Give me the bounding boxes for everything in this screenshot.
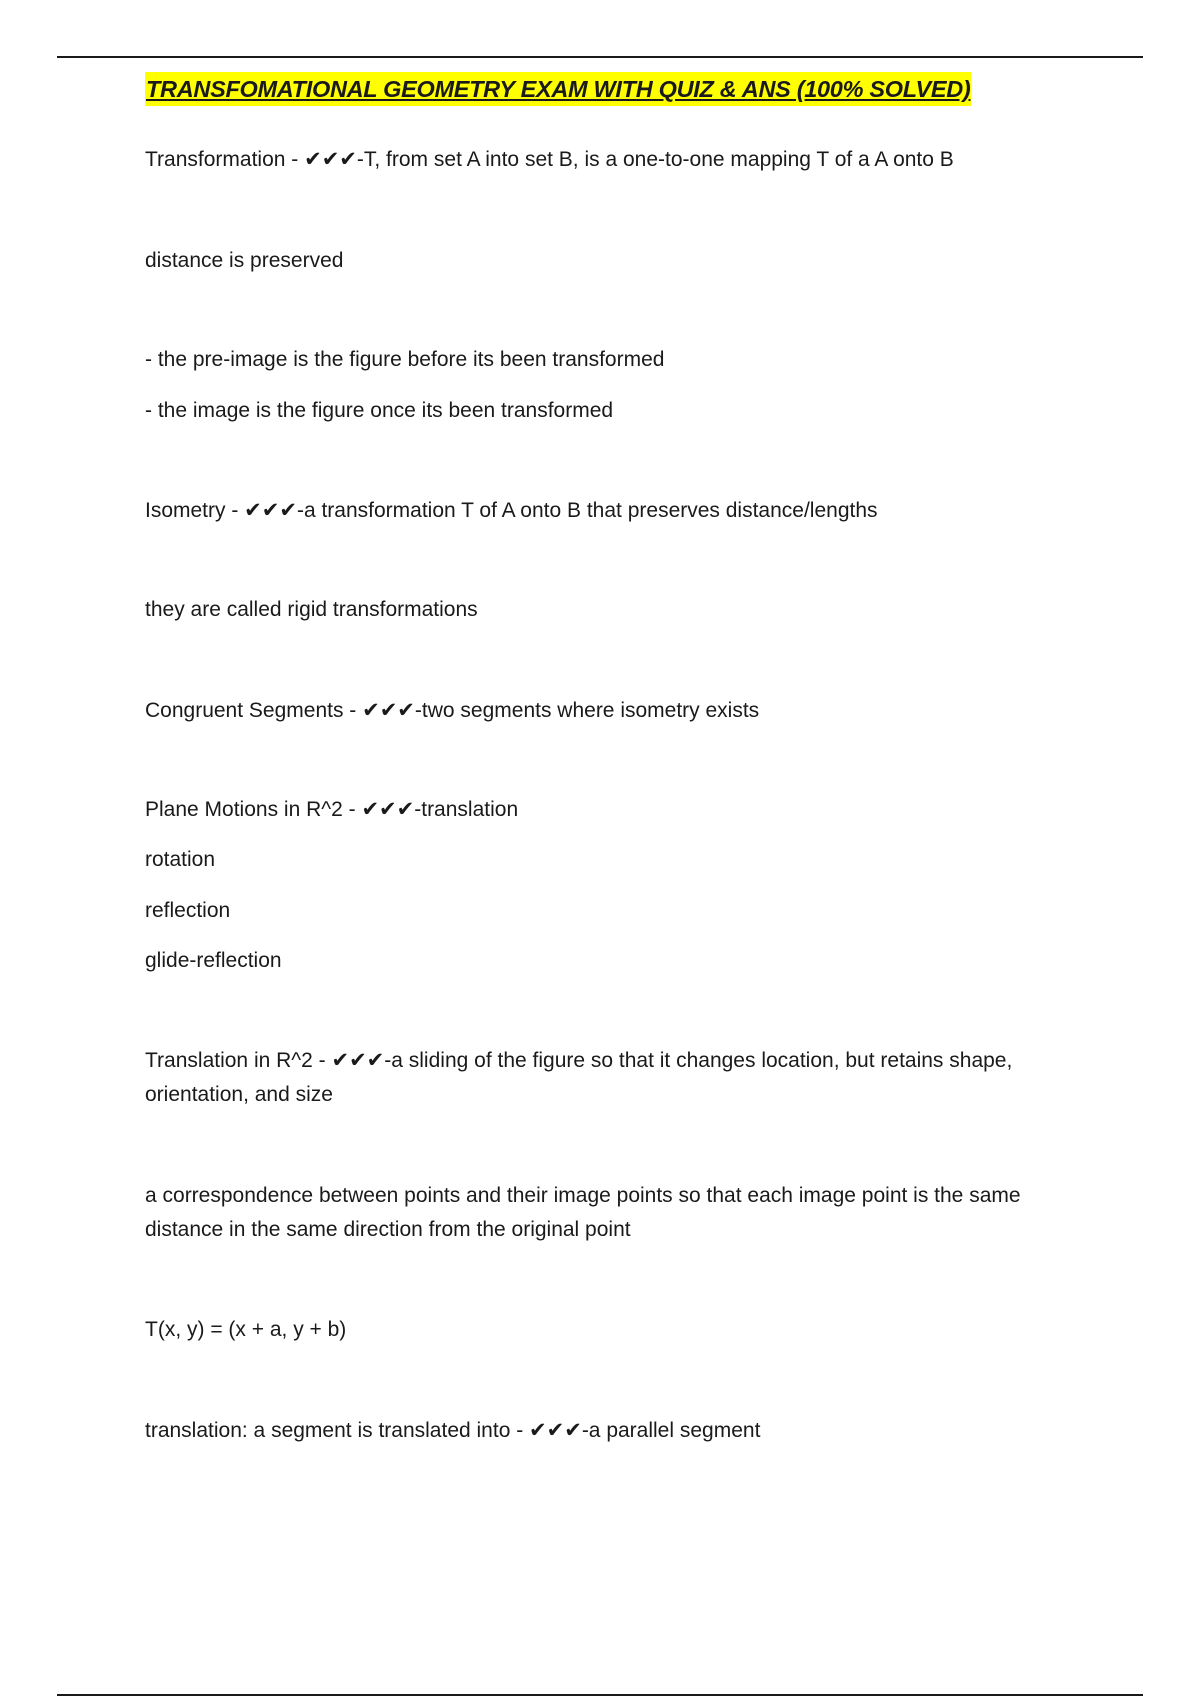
text-line-reflection: reflection — [145, 899, 231, 922]
header-rule — [57, 56, 1143, 58]
text-line-translation-formula: T(x, y) = (x + a, y + b) — [145, 1318, 347, 1341]
text-line-translation-definition: Translation in R^2 - ✔✔✔-a sliding of the figure so that it changes location, but retains shape, orientation, and size — [145, 1049, 1013, 1106]
text-line-transformation: Transformation - ✔✔✔-T, from set A into set B, is a one-to-one mapping T of a A onto B — [145, 148, 954, 171]
text-line-isometry: Isometry - ✔✔✔-a transformation T of A onto B that preserves distance/lengths — [145, 499, 878, 522]
text-line-glide-reflection: glide-reflection — [145, 949, 282, 972]
text-line-distance-preserved: distance is preserved — [145, 249, 344, 272]
text-line-rigid-transformations: they are called rigid transformations — [145, 598, 478, 621]
text-line-congruent-segments: Congruent Segments - ✔✔✔-two segments where isometry exists — [145, 699, 760, 722]
text-line-plane-motions: Plane Motions in R^2 - ✔✔✔-translation — [145, 798, 519, 821]
footer-rule — [57, 1694, 1143, 1696]
text-line-pre-image: - the pre-image is the figure before its been transformed — [145, 348, 665, 371]
document-title: TRANSFOMATIONAL GEOMETRY EXAM WITH QUIZ & ANS (100% SOLVED) — [145, 72, 971, 106]
text-line-rotation: rotation — [145, 848, 216, 871]
text-line-correspondence: a correspondence between points and their image points so that each image point is the same distance in the same direction from the original point — [145, 1184, 1021, 1241]
text-line-image: - the image is the figure once its been transformed — [145, 399, 614, 422]
text-line-parallel-segment: translation: a segment is translated into - ✔✔✔-a parallel segment — [145, 1419, 761, 1442]
